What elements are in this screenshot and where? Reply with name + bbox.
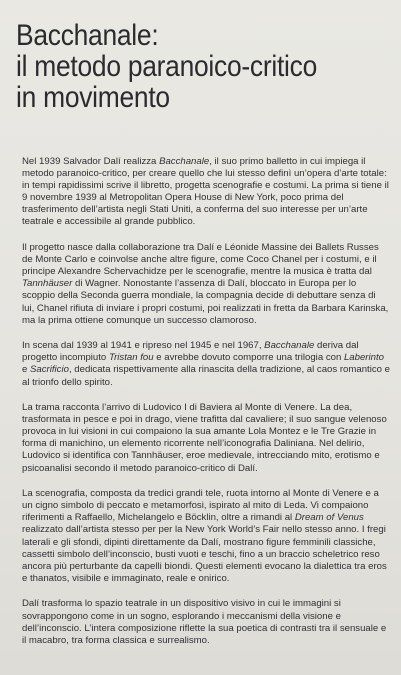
italic-title-run: Bacchanale xyxy=(159,156,210,167)
panel-title xyxy=(16,20,343,113)
text-run: , il suo primo balletto in cui impiega il metodo paranoico-critico, per creare quello che lui stesso definì un’opera d’arte totale: in tempi rapidissimi scrive il libretto, progetta scenografie e costumi. La prima si tiene il 9 novembre 1939 al Metropolitan Opera House di New York, poco prima del trasferimento dell’artista negli Stati Uniti, a conferma del suo interesse per un’arte teatrale e accessibile al grande pubblico. xyxy=(22,156,389,228)
paragraph-5 xyxy=(22,488,390,585)
panel-body-text xyxy=(22,156,390,647)
text-run: In scena dal 1939 al 1941 e ripreso nel 1945 e nel 1967, xyxy=(22,340,265,352)
paragraph-2 xyxy=(22,242,390,327)
paragraph-3 xyxy=(22,340,390,388)
text-run: deriva dal progetto incompiuto xyxy=(22,340,359,364)
text-run: Nel 1939 Salvador Dalí realizza xyxy=(22,156,160,167)
italic-title-run: Tannhäuser xyxy=(22,278,73,290)
title-line-1: Bacchanale: xyxy=(16,19,159,52)
text-run: , dedicata rispettivamente alla rinascita della tradizione, al caos romantico e al trionfo dello spirito. xyxy=(22,364,390,388)
text-run: La scenografia, composta da tredici grandi tele, ruota intorno al Monte di Venere e a un cigno simbolo di peccato e metamorfosi, ispirato al mito di Leda. Vi compaiono riferimenti a Raffaello, Michelangelo e Böcklin, oltre a rimandi al xyxy=(22,488,379,524)
italic-title-run: Tristan fou xyxy=(108,352,154,364)
text-run: e xyxy=(22,364,31,376)
text-run: Dalí trasforma lo spazio teatrale in un dispositivo visivo in cui le immagini si sovrappongono come in un sogno, esplorando i meccanismi della visione e dell’inconscio. L’intera composizione riflette la sua poetica di contrasti tra il sensuale e il macabro, tra forma classica e surrealismo. xyxy=(22,598,387,646)
paragraph-4 xyxy=(22,402,390,475)
italic-title-run: Sacrificio xyxy=(30,364,69,376)
text-run: e avrebbe dovuto comporre una trilogia con xyxy=(153,352,344,364)
italic-title-run: Dream of Venus xyxy=(294,512,364,524)
paragraph-1 xyxy=(22,156,390,229)
paragraph-6 xyxy=(22,598,390,646)
title-line-2: il metodo paranoico-critico xyxy=(16,50,318,83)
italic-title-run: Laberinto xyxy=(343,352,384,364)
text-run: Il progetto nasce dalla collaborazione tra Dalí e Léonide Massine dei Ballets Russes de Monte Carlo e coinvolse anche altre figure, come Coco Chanel per i costumi, e il principe Alexandre Schervachidze per le scenografie, mentre la musica è tratta dal xyxy=(22,242,379,278)
title-line-3: in movimento xyxy=(16,81,170,114)
text-run: realizzato dall’artista stesso per per la New York World’s Fair nello stesso anno. I fregi laterali e gli sfondi, dipinti direttamente da Dalí, mostrano figure femminili classiche, cassetti simbolo dell’inconscio, busti vuoti e teschi, fino a un braccio scheletrico reso ancora più perturbante da capelli biondi. Questi elementi evocano la dialettica tra eros e thanatos, visibile e immaginato, reale e onirico. xyxy=(22,524,387,584)
text-run: La trama racconta l’arrivo di Ludovico I di Baviera al Monte di Venere. La dea, trasformata in pesce e poi in drago, viene trafitta dal cavaliere; il suo sangue velenoso provoca in lui visioni in cui compaiono la sua amante Lola Montez e le Tre Grazie in forma di manichino, un elemento ricorrente nell’iconografia Daliniana. Nel delirio, Ludovico si identifica con Tannhäuser, eroe medievale, intrecciando mito, erotismo e psicoanalisi secondo il metodo paranoico-critico di Dalí. xyxy=(22,402,387,474)
italic-title-run: Bacchanale xyxy=(264,340,315,352)
text-run: di Wagner. Nonostante l’assenza di Dalí, bloccato in Europa per lo scoppio della Seconda guerra mondiale, la compagnia decide di debuttare senza di lui, Chanel rifiuta di inviare i propri costumi, poi realizzati in fretta da Barbara Karinska, ma la prima ottiene comunque un successo clamoroso. xyxy=(22,278,389,326)
